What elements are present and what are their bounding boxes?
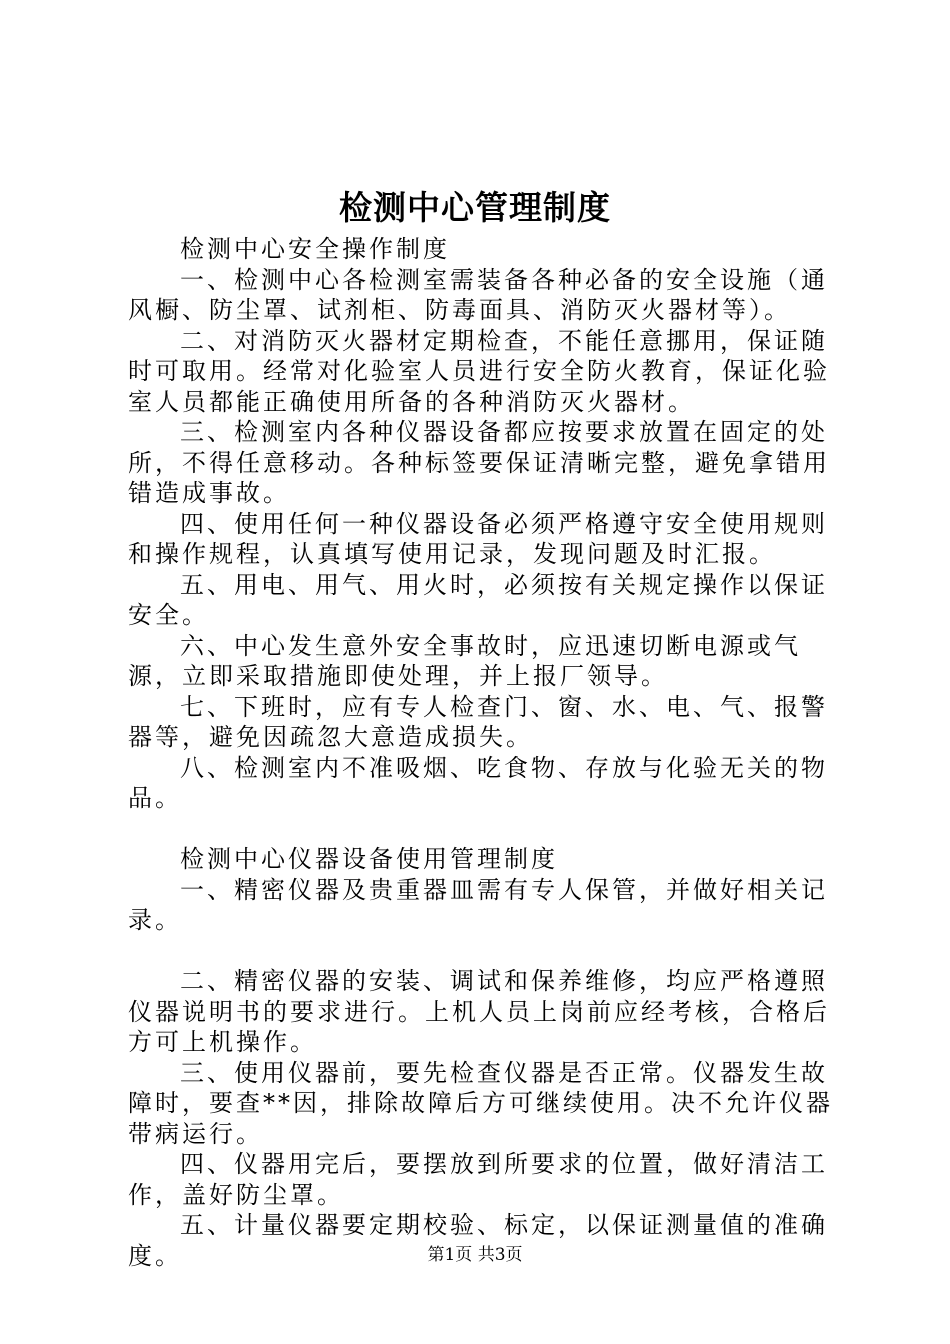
paragraph: 三、检测室内各种仪器设备都应按要求放置在固定的处所，不得任意移动。各种标签要保证清晰完整，避免拿错用错造成事故。	[128, 418, 830, 507]
paragraph: 八、检测室内不准吸烟、吃食物、存放与化验无关的物品。	[128, 753, 828, 812]
paragraph: 四、仪器用完后，要摆放到所要求的位置，做好清洁工作，盖好防尘罩。	[128, 1150, 828, 1209]
paragraph: 一、精密仪器及贵重器皿需有专人保管，并做好相关记录。	[128, 875, 828, 934]
paragraph: 七、下班时，应有专人检查门、窗、水、电、气、报警器等，避免因疏忽大意造成损失。	[128, 692, 828, 751]
paragraph: 五、计量仪器要定期校验、标定，以保证测量值的准确度。	[128, 1211, 828, 1270]
section-heading-safety: 检测中心安全操作制度	[180, 235, 450, 263]
paragraph: 六、中心发生意外安全事故时，应迅速切断电源或气源，立即采取措施即使处理，并上报厂领导。	[128, 631, 801, 690]
paragraph: 五、用电、用气、用火时，必须按有关规定操作以保证安全。	[128, 570, 828, 629]
document-title: 检测中心管理制度	[339, 188, 611, 227]
section-heading-equipment: 检测中心仪器设备使用管理制度	[180, 845, 558, 873]
paragraph: 二、精密仪器的安装、调试和保养维修，均应严格遵照仪器说明书的要求进行。上机人员上岗前应经考核，合格后方可上机操作。	[128, 967, 830, 1056]
page-footer: 第1页 共3页	[427, 1245, 523, 1265]
paragraph: 一、检测中心各检测室需装备各种必备的安全设施（通风橱、防尘罩、试剂柜、防毒面具、消防灭火器材等）。	[128, 265, 828, 324]
paragraph: 二、对消防灭火器材定期检查，不能任意挪用，保证随时可取用。经常对化验室人员进行安全防火教育，保证化验室人员都能正确使用所备的各种消防灭火器材。	[128, 326, 830, 416]
document-body	[128, 234, 840, 1271]
paragraph: 四、使用任何一种仪器设备必须严格遵守安全使用规则和操作规程，认真填写使用记录，发现问题及时汇报。	[128, 509, 828, 568]
paragraph: 三、使用仪器前，要先检查仪器是否正常。仪器发生故障时，要查**因，排除故障后方可继续使用。决不允许仪器带病运行。	[128, 1058, 833, 1148]
